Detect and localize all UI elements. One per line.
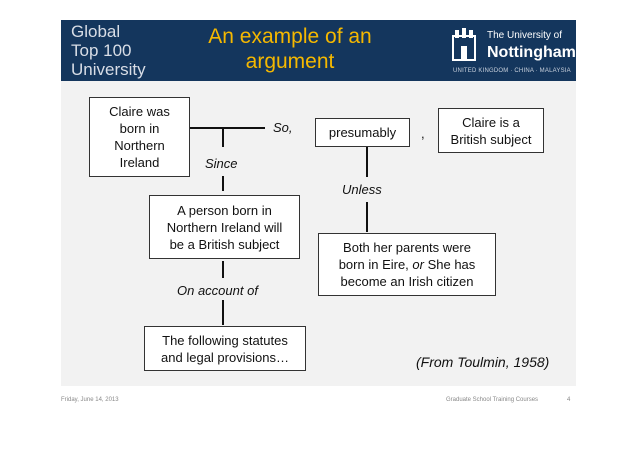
rebuttal-text: Both her parents were xyxy=(343,240,471,255)
university-name: Nottingham xyxy=(487,44,576,61)
brand-line: University xyxy=(71,60,146,79)
qualifier-box xyxy=(315,118,410,147)
global-top-100-logo xyxy=(71,22,146,79)
title-line: argument xyxy=(245,50,335,73)
rebuttal-box xyxy=(318,233,496,296)
comma: , xyxy=(421,126,425,141)
data-to-claim-arrow-line xyxy=(190,127,265,129)
rebuttal-or-emphasis: or xyxy=(412,257,424,272)
since-label: Since xyxy=(205,156,238,171)
data-line: Northern xyxy=(114,138,165,153)
university-locations: UNITED KINGDOM · CHINA · MALAYSIA xyxy=(453,68,571,74)
brand-line: Top 100 xyxy=(71,41,132,60)
data-box xyxy=(89,97,190,177)
since-tick xyxy=(222,127,224,147)
backing-line: The following statutes xyxy=(162,332,288,348)
backing-box xyxy=(144,326,306,371)
footer-page-number: 4 xyxy=(567,397,571,403)
qualifier-text: presumably xyxy=(328,125,397,140)
rebuttal-line xyxy=(319,273,495,290)
rebuttal-text: become an Irish citizen xyxy=(340,274,474,289)
data-line: Claire was xyxy=(109,104,170,119)
claim-line: Claire is a xyxy=(462,114,520,130)
warrant-line: Northern Ireland will xyxy=(166,219,283,235)
qualifier-connector-lower xyxy=(366,202,368,232)
title-line: An example of an xyxy=(208,25,372,48)
warrant-box xyxy=(149,195,300,259)
source-note: (From Toulmin, 1958) xyxy=(416,354,550,370)
brand-line: Global xyxy=(71,22,121,41)
rebuttal-text: She has xyxy=(423,257,476,272)
claim-line: British subject xyxy=(450,131,532,147)
footer-date: Friday, June 14, 2013 xyxy=(61,397,119,403)
university-wordmark xyxy=(487,27,576,61)
rebuttal-text: born in Eire, xyxy=(338,257,413,272)
data-line: Ireland xyxy=(119,155,160,170)
rebuttal-line xyxy=(319,239,495,256)
so-label: So, xyxy=(273,120,293,135)
on-account-of-label: On account of xyxy=(177,283,258,298)
unless-label: Unless xyxy=(342,182,382,197)
footer-course: Graduate School Training Courses xyxy=(446,397,539,403)
university-crest-icon xyxy=(449,28,479,62)
rebuttal-line xyxy=(319,256,495,273)
qualifier-connector-upper xyxy=(366,147,368,177)
backing-connector xyxy=(222,300,224,325)
warrant-line: be a British subject xyxy=(169,236,280,252)
data-line: born in xyxy=(119,121,160,136)
since-connector-upper xyxy=(222,176,224,191)
backing-line: and legal provisions… xyxy=(161,349,289,365)
slide-title xyxy=(190,24,390,74)
warrant-line: A person born in xyxy=(177,202,272,218)
warrant-connector-lower xyxy=(222,261,224,278)
university-prefix: The University of xyxy=(487,30,563,41)
claim-box xyxy=(438,108,544,153)
